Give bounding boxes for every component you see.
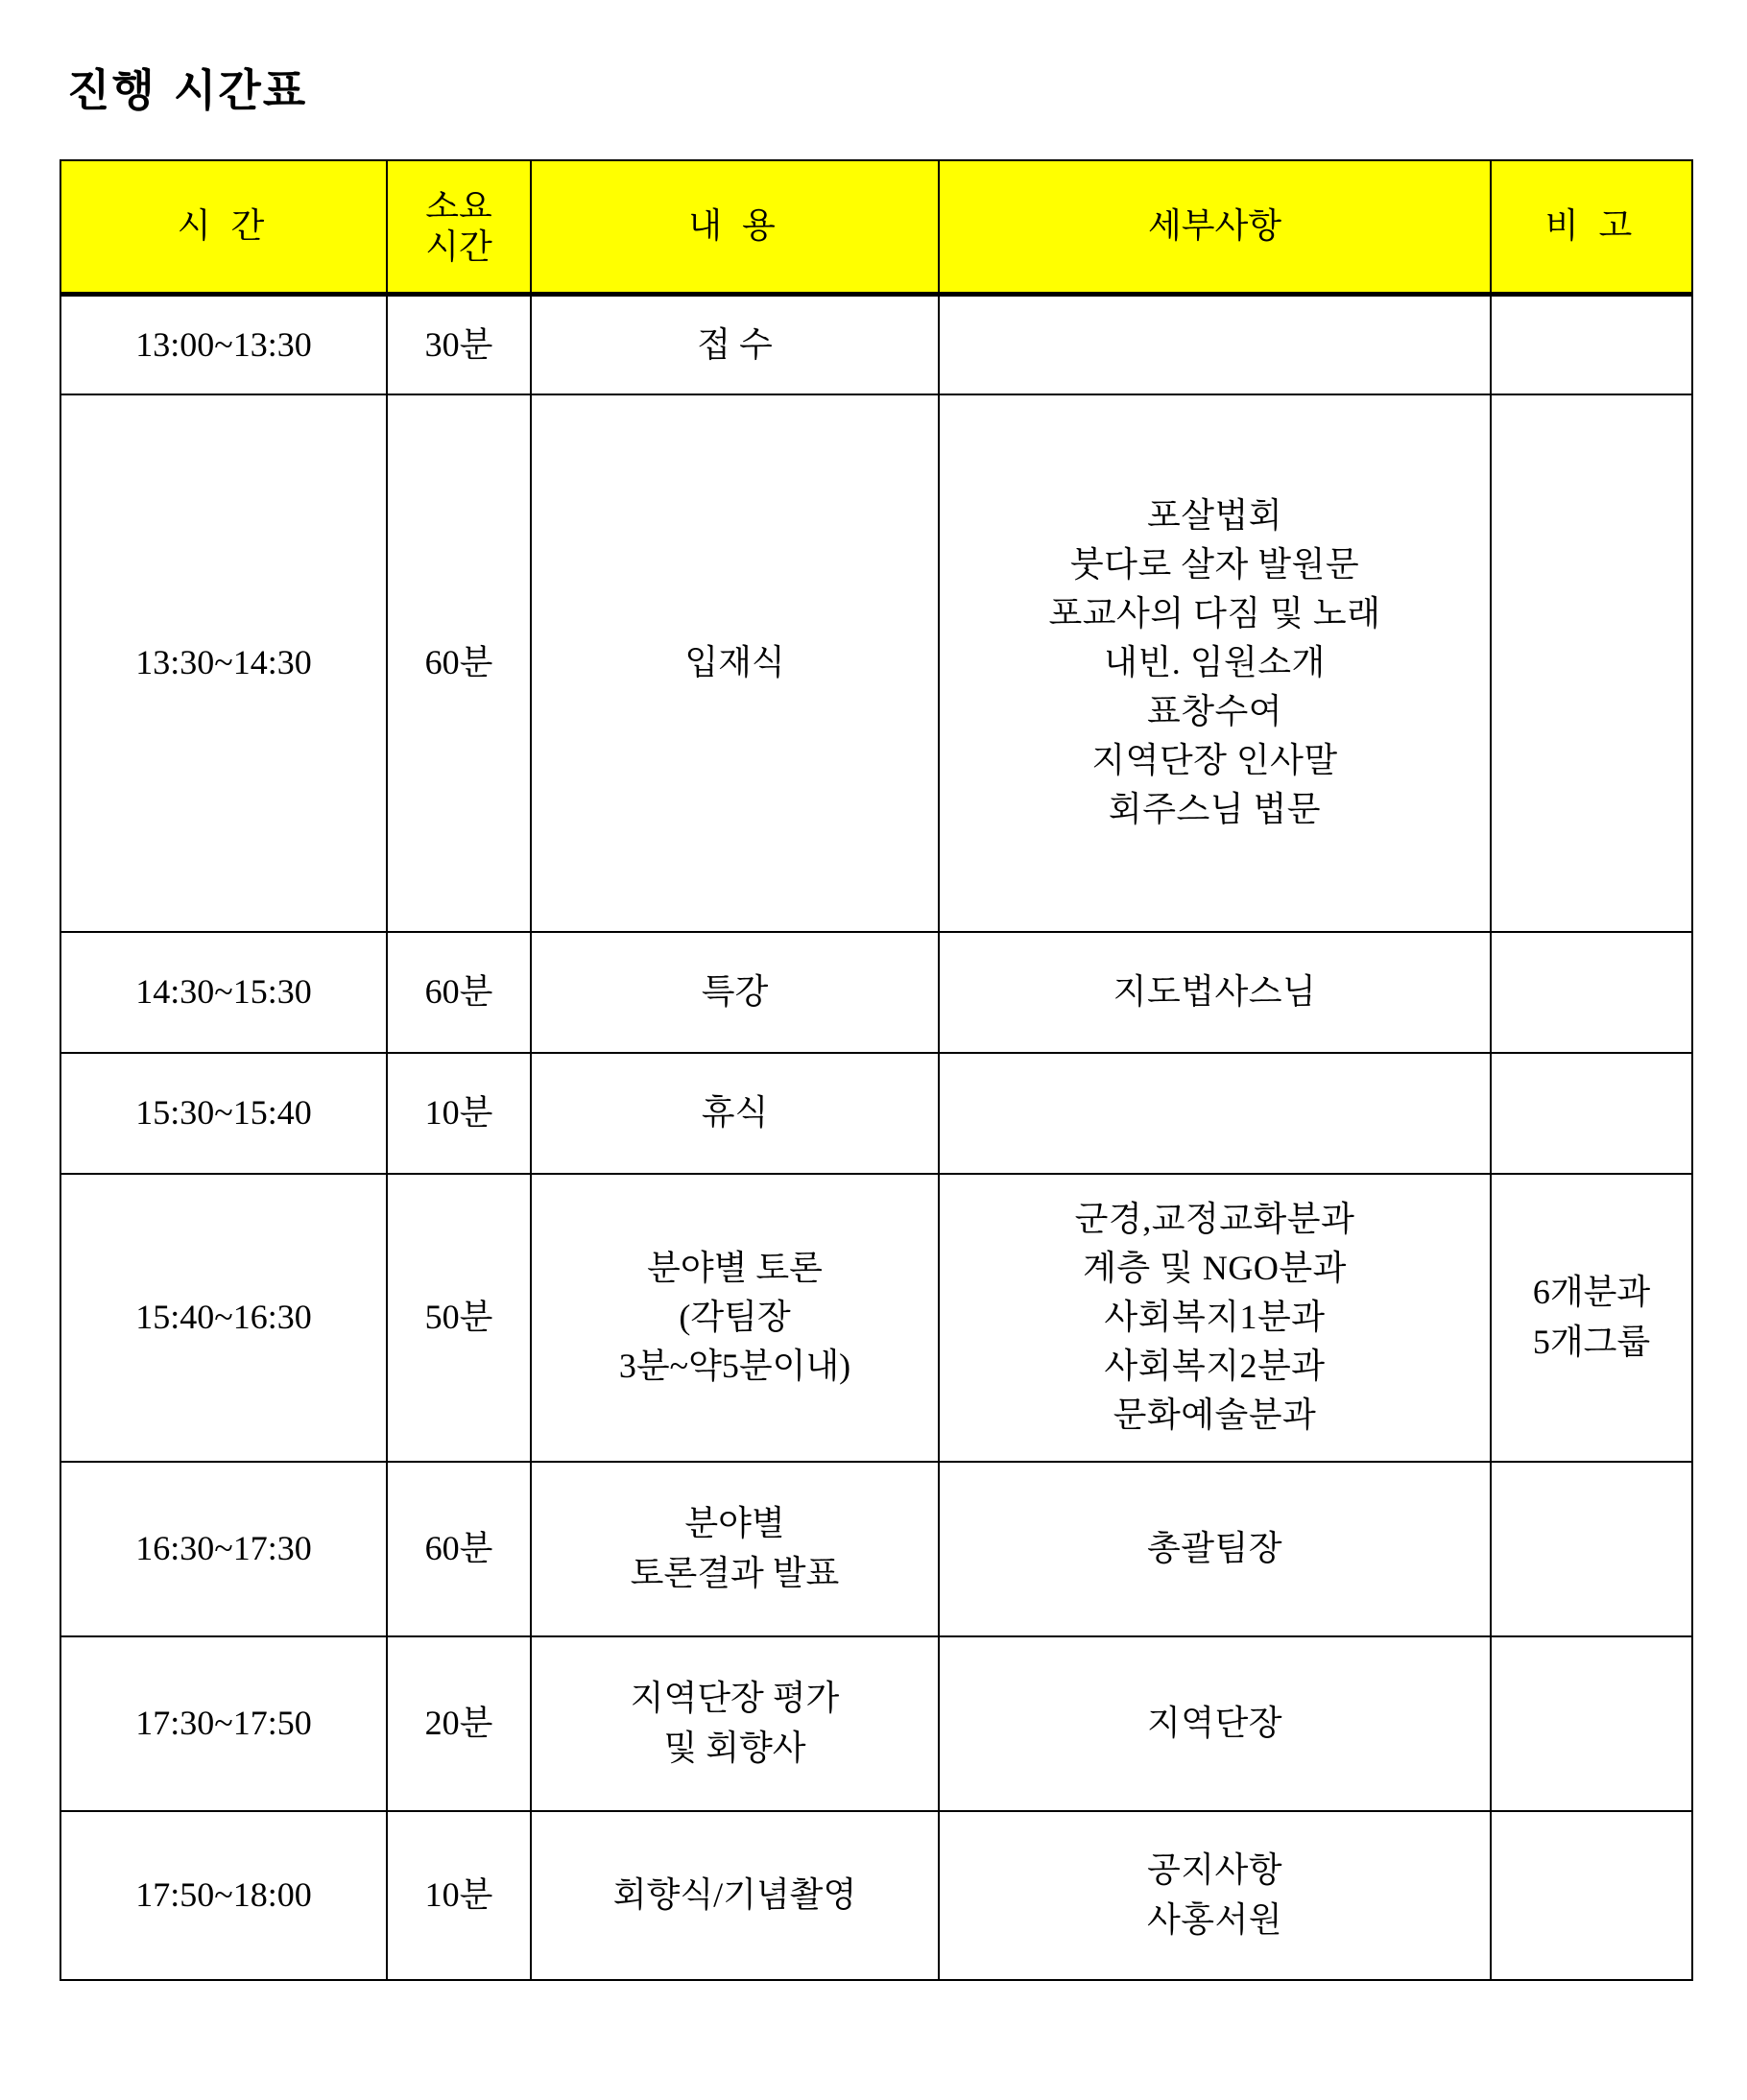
detail-lines [945, 1524, 1484, 1573]
content-lines [538, 321, 932, 370]
detail-lines [945, 1195, 1484, 1441]
cell-time: 17:30~17:50 [60, 1636, 387, 1811]
column-header-duration-line2: 시간 [425, 227, 492, 266]
cell-duration: 20분 [387, 1636, 531, 1811]
cell-duration: 10분 [387, 1053, 531, 1174]
detail-line: 군경,교정교화분과 [1074, 1199, 1355, 1238]
content-line: 지역단장 평가 [630, 1679, 840, 1718]
cell-content [531, 1462, 939, 1636]
table-header-row [60, 160, 1692, 295]
detail-line: 문화예술분과 [1113, 1396, 1317, 1435]
content-line: 토론결과 발표 [630, 1553, 840, 1592]
cell-duration: 60분 [387, 932, 531, 1053]
cell-content [531, 1636, 939, 1811]
cell-note [1491, 1462, 1692, 1636]
cell-detail [939, 394, 1491, 932]
detail-line: 지도법사스님 [1113, 971, 1317, 1011]
detail-line: 지역단장 [1146, 1703, 1283, 1742]
detail-lines [945, 1699, 1484, 1748]
cell-detail [939, 1811, 1491, 1980]
content-line: (각팀장 [679, 1297, 791, 1336]
cell-time: 13:00~13:30 [60, 295, 387, 394]
cell-note [1491, 394, 1692, 932]
table-row [60, 295, 1692, 394]
cell-duration: 60분 [387, 394, 531, 932]
content-line: 분야별 [684, 1504, 785, 1543]
column-header-duration-line1: 소요 [425, 186, 492, 226]
cell-detail [939, 1462, 1491, 1636]
column-header-duration [387, 160, 531, 295]
cell-time: 17:50~18:00 [60, 1811, 387, 1980]
table-row [60, 1053, 1692, 1174]
detail-line: 회주스님 법문 [1108, 790, 1322, 829]
detail-line: 계층 및 NGO분과 [1083, 1248, 1347, 1287]
detail-line: 지역단장 인사말 [1091, 741, 1338, 780]
content-lines [538, 1674, 932, 1772]
table-row [60, 394, 1692, 932]
detail-line: 사회복지1분과 [1104, 1297, 1326, 1336]
content-line: 및 회향사 [663, 1728, 806, 1767]
cell-time: 13:30~14:30 [60, 394, 387, 932]
cell-content [531, 394, 939, 932]
content-lines [538, 1499, 932, 1597]
column-header-time: 시 간 [60, 160, 387, 295]
cell-note [1491, 1811, 1692, 1980]
detail-line: 포교사의 다짐 및 노래 [1048, 593, 1381, 632]
detail-line: 공지사항 [1146, 1850, 1283, 1890]
cell-detail [939, 1174, 1491, 1462]
table-row [60, 1636, 1692, 1811]
cell-time: 16:30~17:30 [60, 1462, 387, 1636]
detail-lines [945, 1846, 1484, 1944]
table-row [60, 1811, 1692, 1980]
table-row [60, 1462, 1692, 1636]
cell-content [531, 1174, 939, 1462]
cell-duration: 50분 [387, 1174, 531, 1462]
schedule-table [60, 159, 1693, 1981]
detail-lines [945, 967, 1484, 1016]
column-header-content: 내 용 [531, 160, 939, 295]
cell-note [1491, 1174, 1692, 1462]
content-line: 입재식 [684, 642, 785, 681]
column-header-note: 비 고 [1491, 160, 1692, 295]
content-line: 접 수 [697, 324, 773, 364]
cell-content [531, 1053, 939, 1174]
cell-content [531, 932, 939, 1053]
cell-note [1491, 1636, 1692, 1811]
content-line: 3분~약5분이내) [618, 1347, 851, 1386]
cell-note [1491, 932, 1692, 1053]
column-header-detail: 세부사항 [939, 160, 1491, 295]
cell-duration: 30분 [387, 295, 531, 394]
content-lines [538, 967, 932, 1016]
cell-detail [939, 295, 1491, 394]
cell-time: 15:40~16:30 [60, 1174, 387, 1462]
cell-content [531, 1811, 939, 1980]
table-body [60, 295, 1692, 1980]
cell-detail [939, 1636, 1491, 1811]
cell-duration: 10분 [387, 1811, 531, 1980]
detail-line: 표창수여 [1146, 692, 1283, 731]
content-line: 분야별 토론 [647, 1248, 823, 1287]
detail-line: 사홍서원 [1146, 1899, 1283, 1939]
cell-time: 15:30~15:40 [60, 1053, 387, 1174]
cell-time: 14:30~15:30 [60, 932, 387, 1053]
detail-lines [945, 491, 1484, 835]
detail-line: 포살법회 [1146, 495, 1283, 535]
cell-note [1491, 1053, 1692, 1174]
cell-note [1491, 295, 1692, 394]
cell-detail [939, 1053, 1491, 1174]
detail-line: 붓다로 살자 발원문 [1069, 544, 1360, 584]
content-line: 회향식/기념촬영 [612, 1874, 857, 1914]
detail-line: 내빈. 임원소개 [1104, 642, 1326, 681]
content-line: 특강 [701, 971, 769, 1011]
table-row [60, 932, 1692, 1053]
content-line: 휴식 [701, 1092, 769, 1132]
content-lines [538, 638, 932, 687]
note-line: 5개그룹 [1532, 1322, 1651, 1361]
content-lines [538, 1244, 932, 1391]
cell-content [531, 295, 939, 394]
cell-duration: 60분 [387, 1462, 531, 1636]
note-lines [1497, 1268, 1686, 1366]
content-lines [538, 1871, 932, 1920]
detail-line: 총괄팀장 [1146, 1528, 1283, 1567]
table-row [60, 1174, 1692, 1462]
detail-line: 사회복지2분과 [1104, 1347, 1326, 1386]
note-line: 6개분과 [1532, 1273, 1651, 1312]
cell-detail [939, 932, 1491, 1053]
content-lines [538, 1088, 932, 1137]
page-title: 진행 시간표 [67, 64, 308, 116]
table-header [60, 160, 1692, 295]
